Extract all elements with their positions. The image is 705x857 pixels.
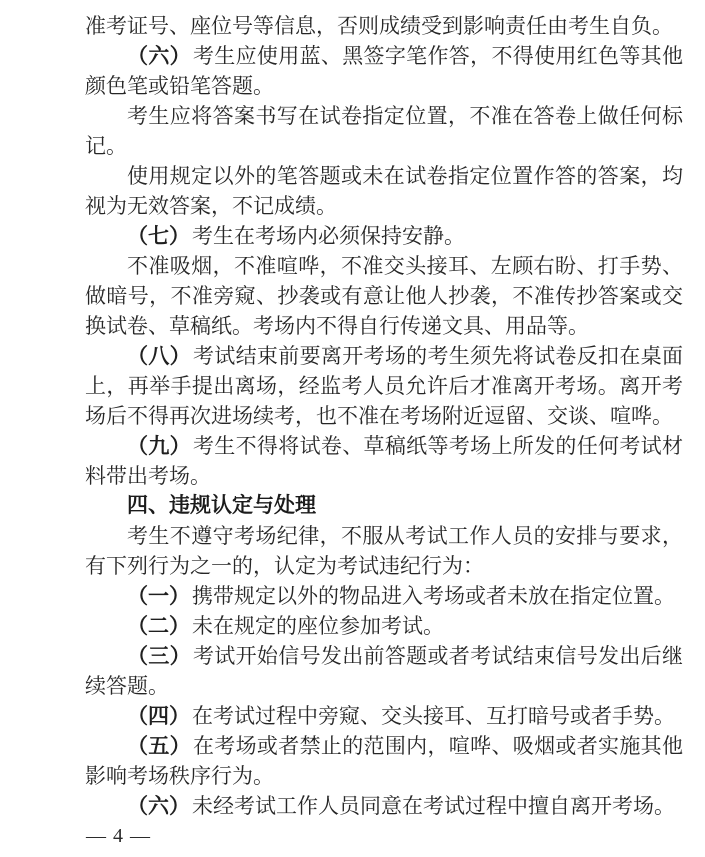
paragraph-text: 在考场或者禁止的范围内，喧哗、吸烟或者实施其他影响考场秩序行为。 bbox=[85, 734, 684, 788]
item-marker: （九） bbox=[127, 434, 191, 458]
paragraph bbox=[85, 161, 683, 221]
document-body bbox=[85, 11, 683, 821]
paragraph-text: 未在规定的座位参加考试。 bbox=[192, 614, 444, 638]
item-marker: （六） bbox=[127, 44, 191, 68]
page-number: — 4 — bbox=[86, 825, 151, 847]
item-marker: （八） bbox=[127, 344, 191, 368]
paragraph-text: 不准吸烟，不准喧哗，不准交头接耳、左顾右盼、打手势、做暗号，不准旁窥、抄袭或有意让他人抄袭，不准传抄答案或交换试卷、草稿纸。考场内不得自行传递文具、用品等。 bbox=[85, 254, 683, 338]
paragraph bbox=[85, 251, 683, 341]
paragraph-text: 准考证号、座位号等信息，否则成绩受到影响责任由考生自负。 bbox=[85, 14, 673, 38]
paragraph-text: 考试开始信号发出前答题或者考试结束信号发出后继续答题。 bbox=[85, 644, 684, 698]
paragraph-text: 考生应使用蓝、黑签字笔作答，不得使用红色等其他颜色笔或铅笔答题。 bbox=[85, 44, 684, 98]
list-item-6 bbox=[85, 41, 683, 101]
list-item-7 bbox=[85, 221, 683, 251]
list-item-6b bbox=[85, 791, 683, 821]
item-marker: （四） bbox=[127, 704, 190, 728]
paragraph-text: 考试结束前要离开考场的考生须先将试卷反扣在桌面上，再举手提出离场，经监考人员允许后才准离开考场。离开考场后不得再次进场续考，也不准在考场附近逗留、交谈、喧哗。 bbox=[85, 344, 684, 428]
paragraph-text: 考生不得将试卷、草稿纸等考场上所发的任何考试材料带出考场。 bbox=[85, 434, 684, 488]
paragraph-text: 携带规定以外的物品进入考场或者未放在指定位置。 bbox=[192, 584, 675, 608]
item-marker: （二） bbox=[127, 614, 190, 638]
list-item-9 bbox=[85, 431, 683, 491]
paragraph bbox=[85, 521, 683, 581]
section-heading bbox=[85, 491, 683, 521]
item-marker: （三） bbox=[127, 644, 191, 668]
list-item-8 bbox=[85, 341, 683, 431]
paragraph bbox=[85, 101, 683, 161]
item-marker: （五） bbox=[127, 734, 191, 758]
item-marker: （一） bbox=[127, 584, 190, 608]
section-heading-text: 四、违规认定与处理 bbox=[127, 494, 316, 517]
paragraph-text: 考生应将答案书写在试卷指定位置，不准在答卷上做任何标记。 bbox=[85, 104, 683, 158]
list-item-5 bbox=[85, 731, 683, 791]
list-item-3 bbox=[85, 641, 683, 701]
paragraph-text: 考生不遵守考场纪律，不服从考试工作人员的安排与要求，有下列行为之一的，认定为考试违纪行为： bbox=[85, 524, 683, 578]
paragraph-text: 在考试过程中旁窥、交头接耳、互打暗号或者手势。 bbox=[192, 704, 675, 728]
paragraph-text: 考生在考场内必须保持安静。 bbox=[192, 224, 465, 248]
item-marker: （七） bbox=[127, 224, 190, 248]
list-item-4 bbox=[85, 701, 683, 731]
list-item-1 bbox=[85, 581, 683, 611]
list-item-2 bbox=[85, 611, 683, 641]
paragraph-continuation bbox=[85, 11, 683, 41]
paragraph-text: 使用规定以外的笔答题或未在试卷指定位置作答的答案，均视为无效答案，不记成绩。 bbox=[85, 164, 683, 218]
paragraph-text: 未经考试工作人员同意在考试过程中擅自离开考场。 bbox=[192, 794, 675, 818]
item-marker: （六） bbox=[127, 794, 190, 818]
